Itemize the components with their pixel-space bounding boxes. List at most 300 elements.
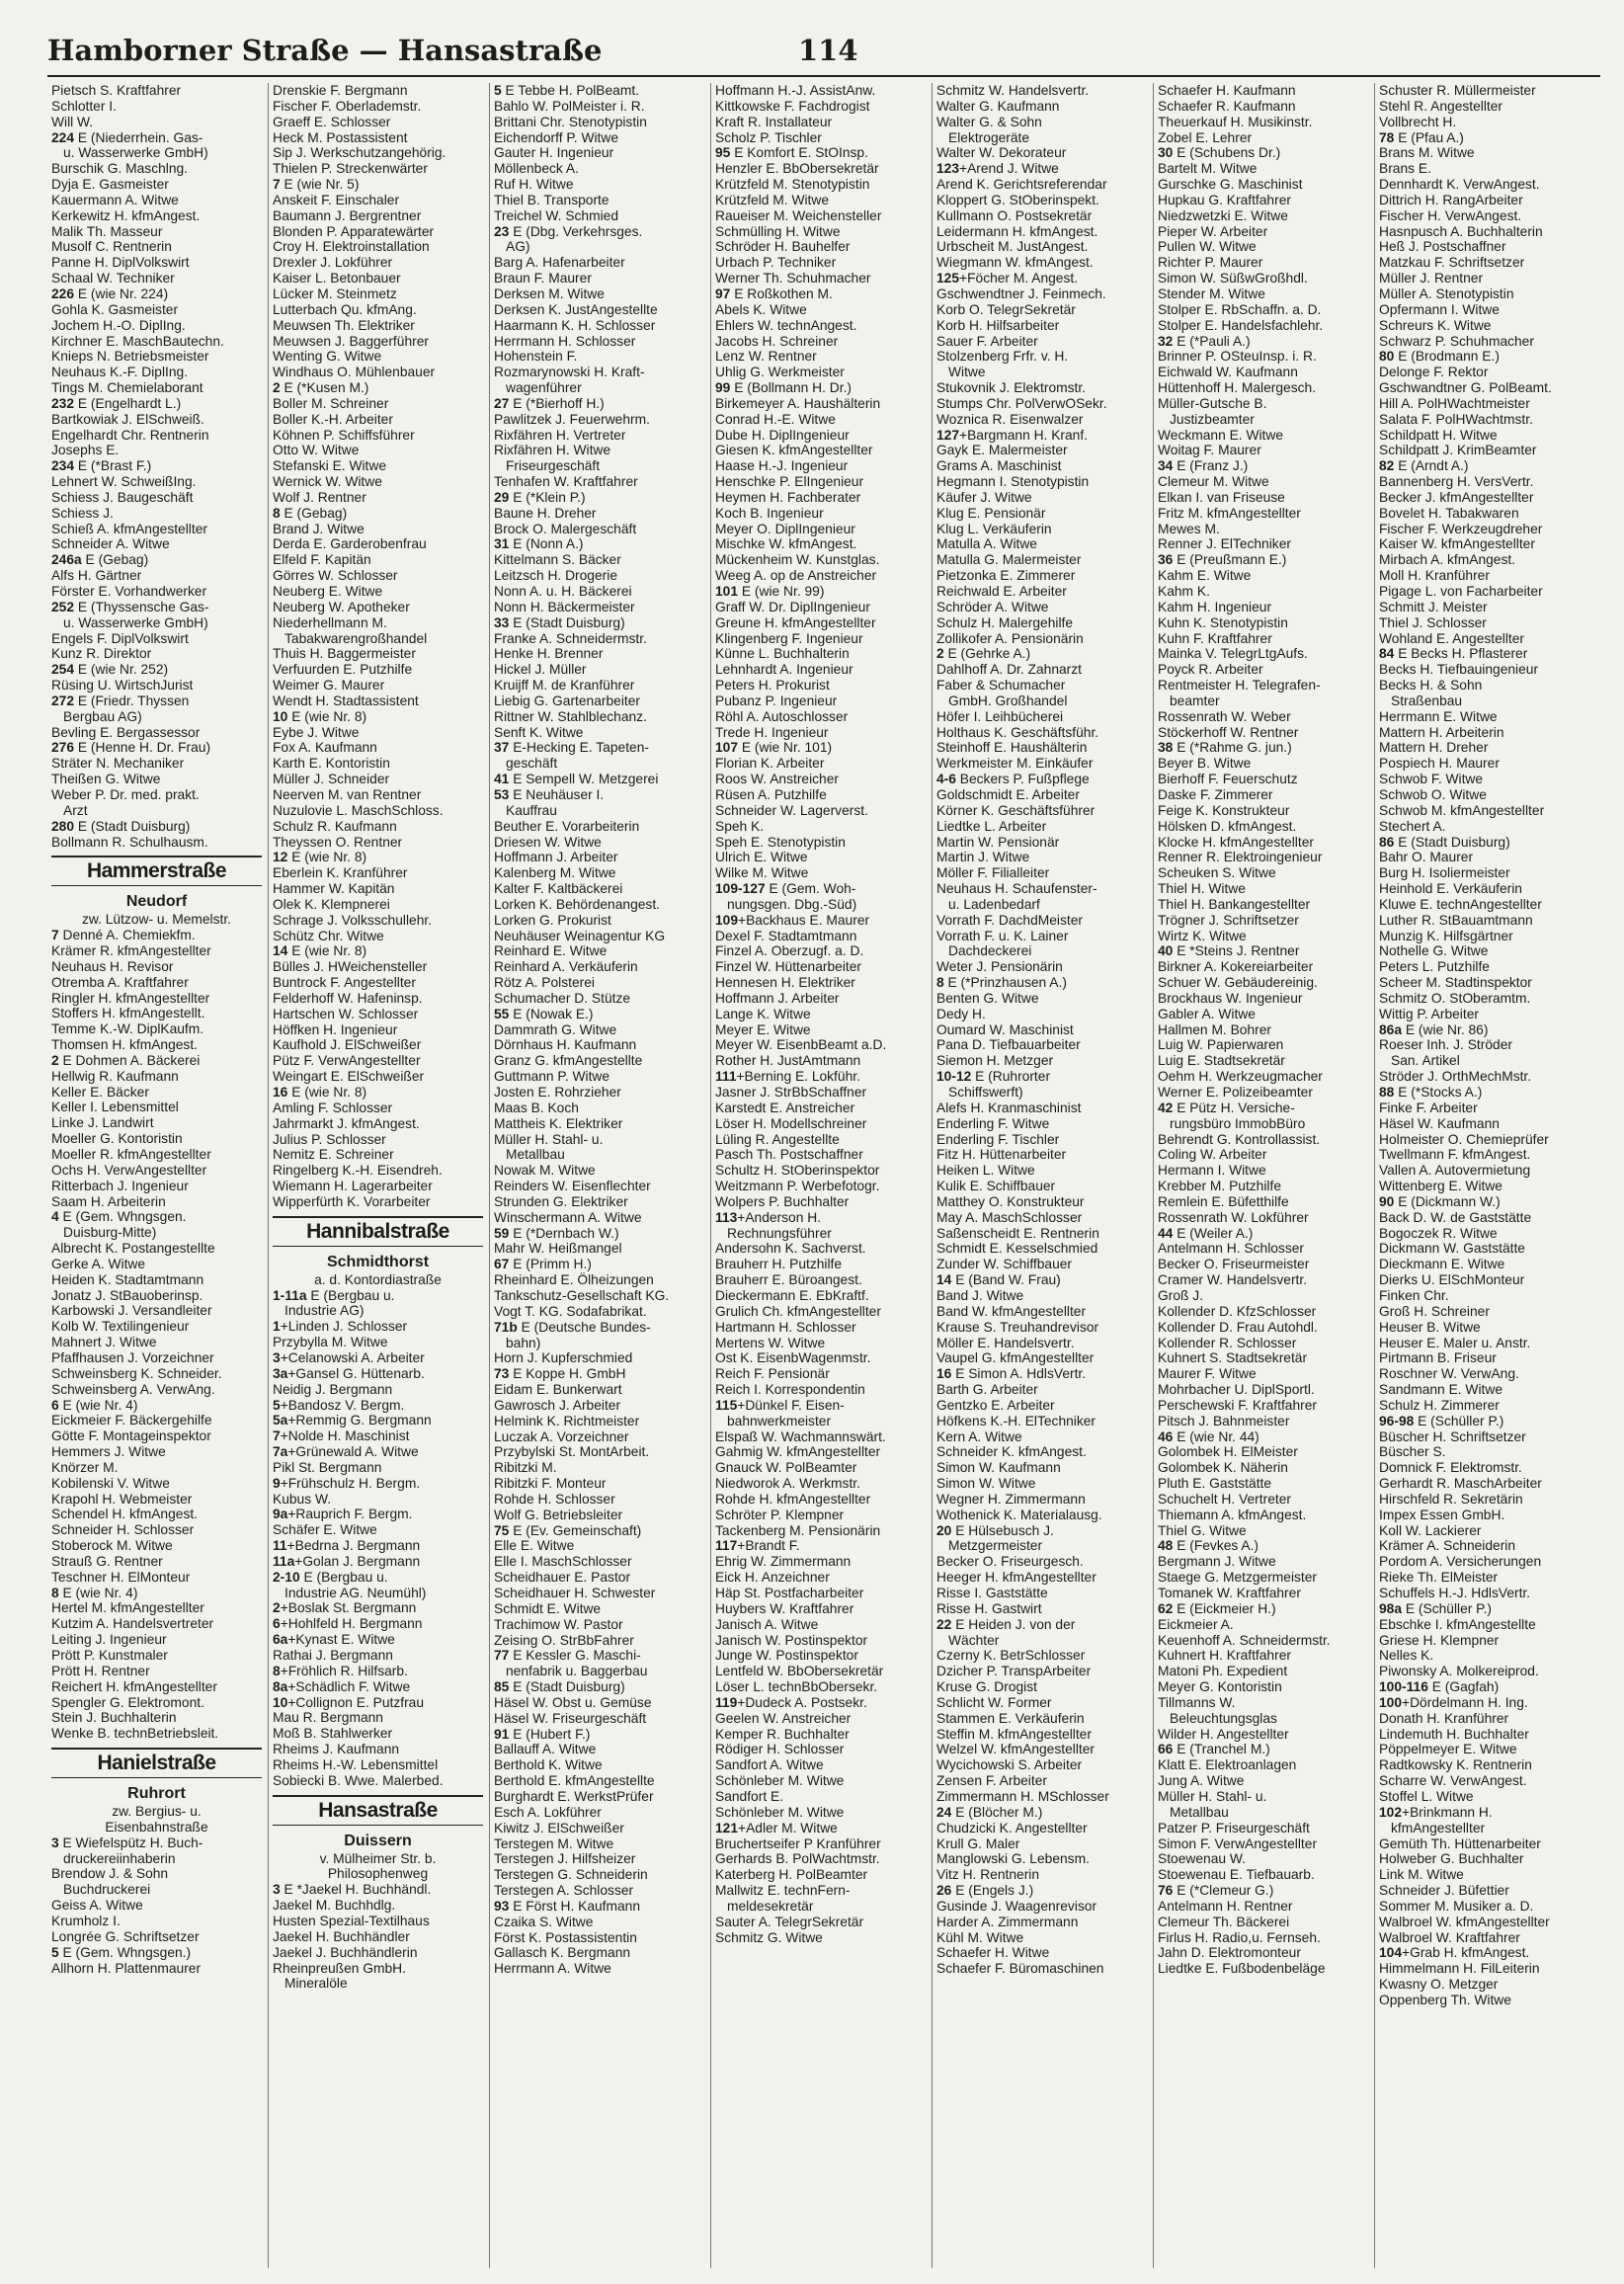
entry-text: Mischke W. kfmAngest. <box>715 536 857 552</box>
entry-text: Schendel H. kfmAngest. <box>51 1507 199 1522</box>
resident-entry <box>494 1132 704 1148</box>
entry-text: Rossenrath W. Weber <box>1158 708 1291 724</box>
resident-entry <box>715 1007 926 1022</box>
resident-entry <box>1379 1617 1594 1633</box>
entry-text: Haase H.-J. Ingenieur <box>715 458 849 474</box>
entry-text: Kittelmann S. Bäcker <box>494 552 621 568</box>
entry-text: Löser H. Modellschreiner <box>715 1115 867 1131</box>
entry-text: Scharre W. VerwAngest. <box>1379 1773 1527 1789</box>
resident-entry <box>715 787 926 803</box>
house-number: 84 <box>1379 646 1395 662</box>
resident-entry <box>715 1554 926 1570</box>
resident-entry <box>494 1053 704 1069</box>
house-entry <box>273 1398 483 1414</box>
resident-entry <box>936 897 1147 913</box>
entry-text: a. d. Kontordiastraße <box>314 1271 442 1287</box>
entry-text: Bannenberg H. VersVertr. <box>1379 474 1534 490</box>
entry-text: Czerny K. BetrSchlosser <box>936 1648 1086 1664</box>
resident-entry <box>273 161 483 177</box>
resident-entry <box>936 1601 1147 1617</box>
resident-entry <box>1379 1789 1594 1805</box>
resident-entry <box>1379 709 1594 725</box>
resident-entry <box>1379 1304 1594 1320</box>
resident-entry <box>51 428 262 444</box>
entry-text: Twellmann F. kfmAngest. <box>1379 1147 1531 1163</box>
entry-text: E (*Dernbach W.) <box>509 1225 619 1241</box>
resident-entry <box>51 1257 262 1272</box>
resident-entry <box>273 568 483 584</box>
entry-text: Kahm E. Witwe <box>1158 568 1252 584</box>
resident-entry <box>273 646 483 662</box>
entry-text: Grulich Ch. kfmAngestellter <box>715 1303 881 1319</box>
entry-text: Wirtz K. Witwe <box>1158 928 1247 943</box>
resident-entry <box>715 458 926 474</box>
entry-text: Weckmann E. Witwe <box>1158 427 1284 443</box>
entry-text: Boller K.-H. Arbeiter <box>273 411 393 427</box>
house-entry <box>1379 1945 1594 1961</box>
resident-entry <box>1379 1570 1594 1586</box>
house-number: 73 <box>494 1366 510 1382</box>
resident-entry <box>273 1492 483 1508</box>
house-number: 24 <box>936 1804 952 1820</box>
entry-text: Schmitt J. Meister <box>1379 599 1488 614</box>
resident-entry <box>1379 1586 1594 1601</box>
entry-text: Abels K. Witwe <box>715 301 807 317</box>
house-entry <box>273 380 483 396</box>
house-entry <box>273 1882 483 1898</box>
resident-entry <box>936 1508 1147 1523</box>
entry-text: E (wie Nr. 44) <box>1173 1428 1259 1444</box>
entry-text: Lange K. Witwe <box>715 1006 811 1021</box>
house-number: 100 <box>1379 1694 1403 1710</box>
house-number: 97 <box>715 286 731 301</box>
entry-text: E Tebbe H. PolBeamt. <box>501 83 640 98</box>
entry-text: E (*Brast F.) <box>74 458 152 474</box>
entry-text: Gerke A. Witwe <box>51 1256 146 1271</box>
resident-entry <box>494 1883 704 1899</box>
entry-text: +Backhaus E. Maurer <box>738 912 870 928</box>
directory-column-5 <box>933 83 1154 2268</box>
entry-text: Neuhaus H. Schaufenster- <box>936 881 1097 897</box>
resident-entry <box>494 115 704 130</box>
entry-text: Piwonsky A. Molkereiprod. <box>1379 1664 1539 1679</box>
entry-text: Jasner J. StrBbSchaffner <box>715 1085 867 1100</box>
resident-entry <box>715 99 926 115</box>
resident-entry <box>273 1976 483 1992</box>
resident-entry <box>494 443 704 458</box>
resident-entry <box>936 709 1147 725</box>
entry-text: Dittrich H. RangArbeiter <box>1379 192 1523 207</box>
entry-text: E (Stadt Duisburg) <box>509 1679 625 1695</box>
house-entry <box>51 1586 262 1601</box>
resident-entry <box>494 1179 704 1194</box>
entry-text: Hallmen M. Bohrer <box>1158 1021 1272 1037</box>
resident-entry <box>1158 1633 1368 1649</box>
entry-text: Antelmann H. Schlosser <box>1158 1241 1304 1257</box>
entry-text: Jahn D. Elektromonteur <box>1158 1945 1301 1961</box>
house-number: 8 <box>273 505 281 521</box>
resident-entry <box>715 1444 926 1460</box>
entry-text: E (wie Nr. 8) <box>287 850 367 865</box>
entry-text: Behrendt G. Kontrollassist. <box>1158 1131 1321 1147</box>
entry-text: E-Hecking E. Tapeten- <box>509 740 649 756</box>
resident-entry <box>51 1648 262 1664</box>
resident-entry <box>936 865 1147 881</box>
entry-text: E (Fevkes A.) <box>1173 1538 1259 1554</box>
resident-entry <box>1379 756 1594 772</box>
resident-entry <box>715 1789 926 1805</box>
resident-entry <box>494 1617 704 1633</box>
resident-entry <box>1379 1101 1594 1116</box>
entry-text: E (Hubert F.) <box>509 1726 591 1742</box>
resident-entry <box>1379 428 1594 444</box>
entry-text: Donath H. Kranführer <box>1379 1710 1509 1726</box>
entry-text: Brand J. Witwe <box>273 521 365 536</box>
resident-entry <box>715 819 926 835</box>
entry-text: Schildpatt J. KrimBeamter <box>1379 443 1537 458</box>
house-number: 109 <box>715 912 739 928</box>
entry-text: Keller E. Bäcker <box>51 1084 149 1100</box>
entry-text: Rathai J. Bergmann <box>273 1648 393 1663</box>
resident-entry <box>715 224 926 240</box>
entry-text: E *Jaekel H. Buchhändl. <box>280 1882 432 1898</box>
entry-text: Gerhards B. PolWachtmstr. <box>715 1851 880 1867</box>
entry-text: Mückenheim W. Kunstglas. <box>715 552 880 568</box>
entry-text: Beckers P. Fußpflege <box>955 772 1090 787</box>
resident-entry <box>1158 1336 1368 1351</box>
entry-text: Musolf C. Rentnerin <box>51 239 172 255</box>
resident-entry <box>494 255 704 271</box>
resident-entry <box>494 239 704 255</box>
entry-text: Speh K. <box>715 818 765 834</box>
resident-entry <box>936 365 1147 380</box>
entry-text: +Dünkel F. Eisen- <box>737 1397 845 1413</box>
resident-entry <box>51 1898 262 1914</box>
entry-text: Otremba A. Kraftfahrer <box>51 974 189 990</box>
entry-text: Stöckerhoff W. Rentner <box>1158 724 1299 740</box>
entry-text: E (wie Nr. 252) <box>74 662 169 678</box>
entry-text: druckereiinhaberin <box>63 1850 176 1866</box>
entry-text: Gnauck W. PolBeamter <box>715 1460 857 1476</box>
resident-entry <box>494 1022 704 1038</box>
entry-text: Pikl St. Bergmann <box>273 1459 382 1475</box>
resident-entry <box>1379 83 1594 99</box>
entry-text: Mineralöle <box>284 1976 348 1992</box>
resident-entry <box>51 1382 262 1398</box>
entry-text: E (wie Nr. 99) <box>738 584 825 599</box>
resident-entry <box>936 1460 1147 1476</box>
entry-text: Meuwsen J. Baggerführer <box>273 333 429 349</box>
resident-entry <box>51 615 262 631</box>
entry-text: Schneider W. Lagerverst. <box>715 802 868 818</box>
resident-entry <box>51 1272 262 1288</box>
house-entry <box>494 1727 704 1743</box>
entry-text: Schröder H. Bauhelfer <box>715 239 851 255</box>
entry-text: Dexel F. Stadtamtmann <box>715 928 857 943</box>
resident-entry <box>51 803 262 819</box>
resident-entry <box>715 396 926 412</box>
entry-text: Przybylla M. Witwe <box>273 1335 388 1350</box>
entry-text: Fox A. Kaufmann <box>273 740 377 756</box>
resident-entry <box>51 1241 262 1257</box>
resident-entry <box>494 99 704 115</box>
entry-text: Hartschen W. Schlosser <box>273 1006 419 1021</box>
resident-entry <box>51 1538 262 1554</box>
entry-text: Wendt H. Stadtassistent <box>273 693 419 708</box>
entry-text: Firlus H. Radio,u. Fernseh. <box>1158 1929 1321 1945</box>
resident-entry <box>1158 1617 1368 1633</box>
resident-entry <box>494 1444 704 1460</box>
entry-text: Wegner H. Zimmermann <box>936 1491 1086 1507</box>
house-entry <box>51 662 262 678</box>
entry-text: Knörzer M. <box>51 1459 119 1475</box>
entry-text: Kollender D. KfzSchlosser <box>1158 1303 1317 1319</box>
entry-text: Clemeur M. Witwe <box>1158 474 1269 490</box>
resident-entry <box>273 1773 483 1789</box>
house-number: 59 <box>494 1225 510 1241</box>
entry-text: Thielen P. Streckenwärter <box>273 161 428 177</box>
house-entry <box>936 1805 1147 1821</box>
resident-entry <box>715 506 926 522</box>
entry-text: Brans E. <box>1379 161 1431 177</box>
house-entry <box>494 1899 704 1915</box>
house-number: 14 <box>273 943 288 959</box>
entry-text: Hammer W. Kapitän <box>273 881 395 897</box>
resident-entry <box>494 803 704 819</box>
entry-text: Heiken L. Witwe <box>936 1163 1035 1179</box>
entry-text: Gauter H. Ingenieur <box>494 145 614 161</box>
entry-text: Faber & Schumacher <box>936 678 1066 693</box>
entry-text: Poyck R. Arbeiter <box>1158 662 1263 678</box>
entry-text: Wächter <box>948 1632 1000 1648</box>
entry-text: +Bargmann H. Kranf. <box>959 427 1089 443</box>
house-number: 27 <box>494 395 510 411</box>
entry-text: Schulz R. Kaufmann <box>273 818 397 834</box>
house-number: 100-116 <box>1379 1679 1428 1695</box>
entry-text: Holthaus K. Geschäftsführ. <box>936 724 1099 740</box>
entry-text: Schuer W. Gebäudereinig. <box>1158 975 1318 991</box>
entry-text: Weber P. Dr. med. prakt. <box>51 786 200 802</box>
resident-entry <box>936 145 1147 161</box>
resident-entry <box>715 1022 926 1038</box>
entry-text: Pasch Th. Postschaffner <box>715 1147 863 1163</box>
entry-text: Neuhaus H. Revisor <box>51 958 174 974</box>
entry-text: E (Brodmann E.) <box>1394 349 1500 365</box>
house-entry <box>936 646 1147 662</box>
house-entry <box>273 709 483 725</box>
house-number: 254 <box>51 662 75 678</box>
entry-text: Scheuken S. Witwe <box>1158 865 1276 881</box>
entry-text: Niedworok A. Werkmstr. <box>715 1476 860 1492</box>
resident-entry <box>1158 1789 1368 1805</box>
resident-entry <box>715 334 926 350</box>
entry-text: Terstegen M. Witwe <box>494 1835 614 1851</box>
entry-text: Mau R. Bergmann <box>273 1710 383 1726</box>
resident-entry <box>715 1664 926 1679</box>
house-entry <box>1158 1742 1368 1757</box>
entry-text: Otto W. Witwe <box>273 443 360 458</box>
entry-text: Saam H. Arbeiterin <box>51 1193 166 1209</box>
resident-entry <box>936 1789 1147 1805</box>
entry-text: Pawlitzek J. Feuerwehrm. <box>494 411 650 427</box>
entry-text: E (wie Nr. 5) <box>280 177 360 193</box>
resident-entry <box>273 725 483 741</box>
entry-text: Bierhoff F. Feuerschutz <box>1158 772 1298 787</box>
entry-text: Klug E. Pensionär <box>936 505 1046 521</box>
resident-entry <box>1379 365 1594 380</box>
entry-text: E Pütz H. Versiche- <box>1173 1100 1295 1115</box>
resident-entry <box>273 1710 483 1726</box>
resident-entry <box>1379 177 1594 193</box>
entry-text: Esch A. Lokführer <box>494 1804 602 1820</box>
resident-entry <box>1158 428 1368 444</box>
entry-text: Berthold K. Witwe <box>494 1757 603 1773</box>
entry-text: Mahr W. Heißmangel <box>494 1241 622 1257</box>
resident-entry <box>1379 380 1594 396</box>
entry-text: +Boslak St. Bergmann <box>280 1600 417 1616</box>
entry-text: Karstedt E. Anstreicher <box>715 1100 855 1115</box>
house-number: 2 <box>936 646 944 662</box>
entry-text: Pigage L. von Facharbeiter <box>1379 584 1543 599</box>
resident-entry <box>51 991 262 1007</box>
entry-text: E (Dickmann W.) <box>1394 1193 1501 1209</box>
entry-text: E Sempell W. Metzgerei <box>509 772 659 787</box>
resident-entry <box>273 772 483 787</box>
entry-text: Stoberock M. Witwe <box>51 1538 173 1554</box>
resident-entry <box>273 1382 483 1398</box>
entry-text: Zobel E. Lehrer <box>1158 129 1253 145</box>
entry-text: +Grab H. kfmAngest. <box>1402 1945 1530 1961</box>
house-entry <box>936 1272 1147 1288</box>
entry-text: Roeser Inh. J. Ströder <box>1379 1037 1512 1053</box>
house-entry <box>494 740 704 756</box>
resident-entry <box>51 177 262 193</box>
entry-text: +Berning E. Lokführ. <box>736 1069 860 1085</box>
resident-entry <box>1379 1241 1594 1257</box>
resident-entry <box>494 991 704 1007</box>
resident-entry <box>936 99 1147 115</box>
resident-entry <box>273 286 483 302</box>
entry-text: E (Ruhrorter <box>971 1069 1051 1085</box>
resident-entry <box>715 1742 926 1757</box>
resident-entry <box>715 536 926 552</box>
entry-text: Häsel W. Friseurgeschäft <box>494 1710 647 1726</box>
entry-text: Giesen K. kfmAngestellter <box>715 443 873 458</box>
directory-column-3 <box>490 83 711 2268</box>
resident-entry <box>936 1915 1147 1930</box>
resident-entry <box>936 1836 1147 1852</box>
resident-entry <box>273 302 483 318</box>
entry-text: Stechert A. <box>1379 818 1446 834</box>
resident-entry <box>715 1460 926 1476</box>
entry-text: Josten E. Rohrzieher <box>494 1085 621 1100</box>
resident-entry <box>1158 819 1368 835</box>
entry-text: Häsel W. Kaufmann <box>1379 1115 1500 1131</box>
entry-text: Teschner H. ElMonteur <box>51 1569 191 1585</box>
entry-text: Kolb W. Textilingenieur <box>51 1319 190 1335</box>
resident-entry <box>715 631 926 647</box>
entry-text: Eybe J. Witwe <box>273 724 360 740</box>
entry-text: Wolf G. Betriebsleiter <box>494 1507 623 1522</box>
entry-text: Simon F. VerwAngestellter <box>1158 1835 1318 1851</box>
entry-text: Käufer J. Witwe <box>936 489 1032 505</box>
entry-text: Büscher H. Schriftsetzer <box>1379 1428 1526 1444</box>
resident-entry <box>1379 1492 1594 1508</box>
resident-entry <box>51 1600 262 1616</box>
entry-text: Mewes M. <box>1158 521 1220 536</box>
house-number: 11a <box>273 1553 295 1569</box>
entry-text: +Collignon E. Putzfrau <box>287 1694 425 1710</box>
resident-entry <box>1158 271 1368 286</box>
resident-entry <box>1379 255 1594 271</box>
entry-text: Manglowski G. Lebensm. <box>936 1851 1090 1867</box>
resident-entry <box>273 349 483 365</box>
house-entry <box>273 1570 483 1586</box>
entry-text: u. Wasserwerke GmbH) <box>63 614 208 630</box>
entry-text: Wohland E. Angestellter <box>1379 630 1525 646</box>
resident-entry <box>273 428 483 444</box>
entry-text: Nemitz E. Schreiner <box>273 1147 394 1163</box>
resident-entry <box>1158 1899 1368 1915</box>
resident-entry <box>1158 725 1368 741</box>
entry-text: +Adler M. Witwe <box>738 1820 838 1835</box>
entry-text: Blonden P. Apparatewärter <box>273 223 435 239</box>
house-entry <box>494 787 704 803</box>
resident-entry <box>51 1914 262 1929</box>
entry-text: Holmeister O. Chemieprüfer <box>1379 1131 1549 1147</box>
resident-entry <box>273 1742 483 1757</box>
resident-entry <box>715 1601 926 1617</box>
resident-entry <box>936 1037 1147 1053</box>
entry-text: +Kynast E. Witwe <box>287 1632 395 1648</box>
resident-entry <box>715 1241 926 1257</box>
entry-text: Benten G. Witwe <box>936 990 1039 1006</box>
resident-entry <box>494 130 704 146</box>
resident-entry <box>51 772 262 787</box>
resident-entry <box>1158 1570 1368 1586</box>
house-number: 32 <box>1158 333 1174 349</box>
resident-entry <box>1158 1414 1368 1429</box>
resident-entry <box>494 1288 704 1304</box>
resident-entry <box>1158 1257 1368 1272</box>
entry-text: Wolpers P. Buchhalter <box>715 1193 850 1209</box>
entry-text: Feige K. Konstrukteur <box>1158 802 1290 818</box>
resident-entry <box>1379 443 1594 458</box>
resident-entry <box>1158 130 1368 146</box>
resident-entry <box>51 443 262 458</box>
entry-text: Höfkens K.-H. ElTechniker <box>936 1413 1096 1428</box>
resident-entry <box>273 584 483 600</box>
resident-entry <box>936 1899 1147 1915</box>
resident-entry <box>51 302 262 318</box>
entry-text: Stumps Chr. PolVerwOSekr. <box>936 395 1107 411</box>
resident-entry <box>936 850 1147 865</box>
entry-text: Kühl M. Witwe <box>936 1929 1024 1945</box>
resident-entry <box>494 1836 704 1852</box>
resident-entry <box>1379 522 1594 537</box>
entry-text: Brittani Chr. Stenotypistin <box>494 114 647 129</box>
entry-text: Zensen F. Arbeiter <box>936 1773 1047 1789</box>
resident-entry <box>936 1538 1147 1554</box>
resident-entry <box>494 1210 704 1226</box>
entry-text: Elfeld F. Kapitän <box>273 552 371 568</box>
entry-text: Sträter N. Mechaniker <box>51 756 185 772</box>
entry-text: Ehrig W. Zimmermann <box>715 1554 852 1570</box>
resident-entry <box>51 522 262 537</box>
entry-text: E Neuhäuser I. <box>509 786 605 802</box>
resident-entry <box>715 835 926 851</box>
entry-text: Tankschutz-Gesellschaft KG. <box>494 1287 670 1303</box>
